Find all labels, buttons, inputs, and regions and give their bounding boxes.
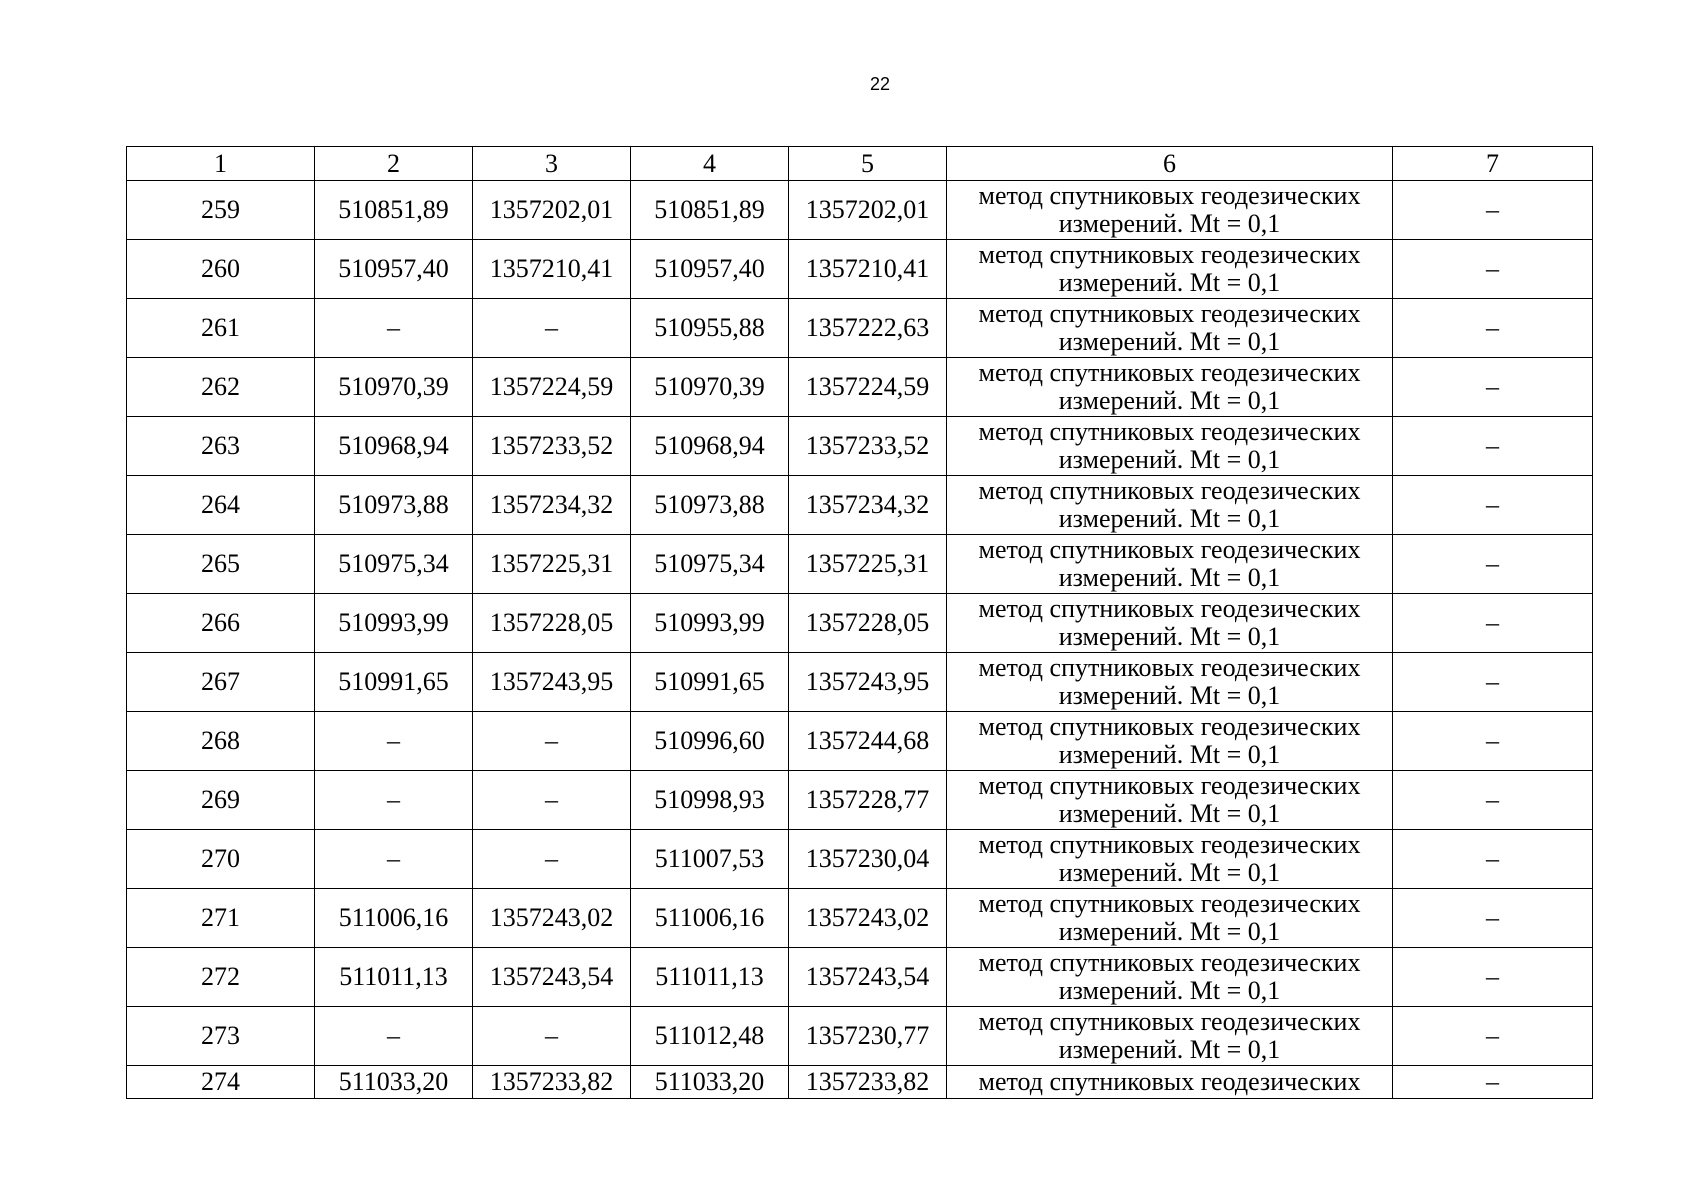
coord-cell: 510970,39 (315, 358, 473, 417)
coord-cell: 510970,39 (631, 358, 789, 417)
header-cell: 4 (631, 147, 789, 181)
coord-cell: 511007,53 (631, 830, 789, 889)
method-cell (947, 1066, 1393, 1099)
coord-cell: 511006,16 (315, 889, 473, 948)
coord-cell: 1357244,68 (789, 712, 947, 771)
method-line: метод спутниковых геодезических (978, 358, 1361, 387)
note-cell: – (1393, 181, 1593, 240)
coord-cell: – (473, 299, 631, 358)
header-cell: 3 (473, 147, 631, 181)
coord-cell: 510996,60 (631, 712, 789, 771)
coord-cell: 1357233,82 (789, 1066, 947, 1099)
point-number-cell: 273 (127, 1007, 315, 1066)
accuracy-line: измерений. Mt = 0,1 (1058, 386, 1281, 415)
table-row (127, 889, 1593, 948)
method-line: метод спутниковых геодезических (978, 181, 1361, 210)
table-row (127, 299, 1593, 358)
method-line: метод спутниковых геодезических (978, 594, 1361, 623)
table-row (127, 358, 1593, 417)
point-number-cell: 259 (127, 181, 315, 240)
point-number-cell: 274 (127, 1066, 315, 1099)
coord-cell: 1357210,41 (789, 240, 947, 299)
note-cell: – (1393, 948, 1593, 1007)
table-row (127, 417, 1593, 476)
note-cell: – (1393, 771, 1593, 830)
point-number-cell: 270 (127, 830, 315, 889)
header-cell: 5 (789, 147, 947, 181)
note-cell: – (1393, 1066, 1593, 1099)
coord-cell: – (473, 1007, 631, 1066)
method-cell (947, 181, 1393, 240)
coord-cell: 1357202,01 (473, 181, 631, 240)
header-cell: 1 (127, 147, 315, 181)
coord-cell: 510955,88 (631, 299, 789, 358)
header-cell: 7 (1393, 147, 1593, 181)
coord-cell: – (473, 771, 631, 830)
coord-cell: 1357230,77 (789, 1007, 947, 1066)
accuracy-line: измерений. Mt = 0,1 (1058, 976, 1281, 1005)
coord-cell: 1357225,31 (789, 535, 947, 594)
coord-cell: 1357234,32 (473, 476, 631, 535)
method-line: метод спутниковых геодезических (978, 417, 1361, 446)
note-cell: – (1393, 1007, 1593, 1066)
coord-cell: 1357233,52 (473, 417, 631, 476)
coord-cell: 510957,40 (315, 240, 473, 299)
coord-cell: – (315, 712, 473, 771)
coord-cell: 511012,48 (631, 1007, 789, 1066)
table-row (127, 771, 1593, 830)
coord-cell: 510973,88 (631, 476, 789, 535)
accuracy-line: измерений. Mt = 0,1 (1058, 209, 1281, 238)
accuracy-line: измерений. Mt = 0,1 (1058, 1035, 1281, 1064)
coord-cell: 510975,34 (631, 535, 789, 594)
coord-cell: 1357230,04 (789, 830, 947, 889)
note-cell: – (1393, 653, 1593, 712)
table-row (127, 1066, 1593, 1099)
point-number-cell: 265 (127, 535, 315, 594)
method-cell (947, 476, 1393, 535)
table-row (127, 594, 1593, 653)
coord-cell: 510851,89 (631, 181, 789, 240)
coord-cell: 510993,99 (631, 594, 789, 653)
method-cell (947, 948, 1393, 1007)
accuracy-line: измерений. Mt = 0,1 (1058, 681, 1281, 710)
note-cell: – (1393, 594, 1593, 653)
method-line: метод спутниковых геодезических (978, 240, 1361, 269)
coord-cell: 510968,94 (315, 417, 473, 476)
coord-cell: 511033,20 (631, 1066, 789, 1099)
note-cell: – (1393, 712, 1593, 771)
point-number-cell: 260 (127, 240, 315, 299)
table-row (127, 1007, 1593, 1066)
coord-cell: 510968,94 (631, 417, 789, 476)
accuracy-line: измерений. Mt = 0,1 (1058, 268, 1281, 297)
coord-cell: 510991,65 (631, 653, 789, 712)
coord-cell: 1357222,63 (789, 299, 947, 358)
header-cell: 6 (947, 147, 1393, 181)
table-row (127, 476, 1593, 535)
coord-cell: 510998,93 (631, 771, 789, 830)
method-cell (947, 358, 1393, 417)
note-cell: – (1393, 889, 1593, 948)
method-line: метод спутниковых геодезических (978, 830, 1361, 859)
coord-cell: 1357243,02 (473, 889, 631, 948)
coord-cell: 1357243,95 (473, 653, 631, 712)
coord-cell: – (315, 771, 473, 830)
accuracy-line: измерений. Mt = 0,1 (1058, 504, 1281, 533)
coord-cell: – (315, 830, 473, 889)
method-cell (947, 417, 1393, 476)
point-number-cell: 272 (127, 948, 315, 1007)
coord-cell: 1357224,59 (789, 358, 947, 417)
coord-cell: – (315, 1007, 473, 1066)
table-row (127, 181, 1593, 240)
coord-cell: 511011,13 (315, 948, 473, 1007)
note-cell: – (1393, 535, 1593, 594)
coord-cell: 1357243,95 (789, 653, 947, 712)
method-cell (947, 889, 1393, 948)
note-cell: – (1393, 358, 1593, 417)
accuracy-line: измерений. Mt = 0,1 (1058, 740, 1281, 769)
accuracy-line: измерений. Mt = 0,1 (1058, 563, 1281, 592)
note-cell: – (1393, 417, 1593, 476)
note-cell: – (1393, 299, 1593, 358)
method-line: метод спутниковых геодезических (978, 299, 1361, 328)
note-cell: – (1393, 476, 1593, 535)
table-row (127, 712, 1593, 771)
coord-cell: 1357210,41 (473, 240, 631, 299)
accuracy-line: измерений. Mt = 0,1 (1058, 327, 1281, 356)
method-line: метод спутниковых геодезических (978, 712, 1361, 741)
method-line: метод спутниковых геодезических (978, 771, 1361, 800)
method-line: метод спутниковых геодезических (978, 889, 1361, 918)
point-number-cell: 261 (127, 299, 315, 358)
method-line: метод спутниковых геодезических (978, 476, 1361, 505)
accuracy-line: измерений. Mt = 0,1 (1058, 799, 1281, 828)
point-number-cell: 267 (127, 653, 315, 712)
page-number: 22 (869, 74, 891, 94)
table-row (127, 948, 1593, 1007)
accuracy-line: измерений. Mt = 0,1 (1058, 858, 1281, 887)
method-cell (947, 771, 1393, 830)
coord-cell: – (315, 299, 473, 358)
note-cell: – (1393, 830, 1593, 889)
method-line: метод спутниковых геодезических (978, 653, 1361, 682)
point-number-cell: 271 (127, 889, 315, 948)
coord-cell: 1357243,02 (789, 889, 947, 948)
note-cell: – (1393, 240, 1593, 299)
method-line: метод спутниковых геодезических (978, 948, 1361, 977)
point-number-cell: 268 (127, 712, 315, 771)
coord-cell: 511011,13 (631, 948, 789, 1007)
coord-cell: 1357233,82 (473, 1066, 631, 1099)
method-cell (947, 299, 1393, 358)
coord-cell: 1357233,52 (789, 417, 947, 476)
accuracy-line: измерений. Mt = 0,1 (1058, 622, 1281, 651)
method-cell (947, 1007, 1393, 1066)
coord-cell: – (473, 712, 631, 771)
coord-cell: 510973,88 (315, 476, 473, 535)
point-number-cell: 269 (127, 771, 315, 830)
table-row (127, 240, 1593, 299)
table-row (127, 653, 1593, 712)
method-line: метод спутниковых геодезических (978, 1007, 1361, 1036)
point-number-cell: 266 (127, 594, 315, 653)
coord-cell: 510991,65 (315, 653, 473, 712)
coord-cell: 510851,89 (315, 181, 473, 240)
coord-cell: 511033,20 (315, 1066, 473, 1099)
method-cell (947, 240, 1393, 299)
coord-cell: 1357228,77 (789, 771, 947, 830)
coord-cell: 510993,99 (315, 594, 473, 653)
method-cell (947, 594, 1393, 653)
coord-cell: 511006,16 (631, 889, 789, 948)
coord-cell: 1357225,31 (473, 535, 631, 594)
method-cell (947, 535, 1393, 594)
header-cell: 2 (315, 147, 473, 181)
table-row (127, 535, 1593, 594)
coordinates-table (126, 146, 1593, 1099)
method-cell (947, 653, 1393, 712)
method-cell (947, 712, 1393, 771)
accuracy-line: измерений. Mt = 0,1 (1058, 445, 1281, 474)
point-number-cell: 264 (127, 476, 315, 535)
coord-cell: – (473, 830, 631, 889)
point-number-cell: 263 (127, 417, 315, 476)
coord-cell: 510957,40 (631, 240, 789, 299)
point-number-cell: 262 (127, 358, 315, 417)
method-line: метод спутниковых геодезических (978, 1067, 1361, 1096)
coord-cell: 1357243,54 (789, 948, 947, 1007)
coord-cell: 510975,34 (315, 535, 473, 594)
method-line: метод спутниковых геодезических (978, 535, 1361, 564)
coord-cell: 1357228,05 (789, 594, 947, 653)
coord-cell: 1357202,01 (789, 181, 947, 240)
method-cell (947, 830, 1393, 889)
table-row (127, 830, 1593, 889)
table-header-row (127, 147, 1593, 181)
coord-cell: 1357228,05 (473, 594, 631, 653)
accuracy-line: измерений. Mt = 0,1 (1058, 917, 1281, 946)
coord-cell: 1357243,54 (473, 948, 631, 1007)
coord-cell: 1357234,32 (789, 476, 947, 535)
coord-cell: 1357224,59 (473, 358, 631, 417)
